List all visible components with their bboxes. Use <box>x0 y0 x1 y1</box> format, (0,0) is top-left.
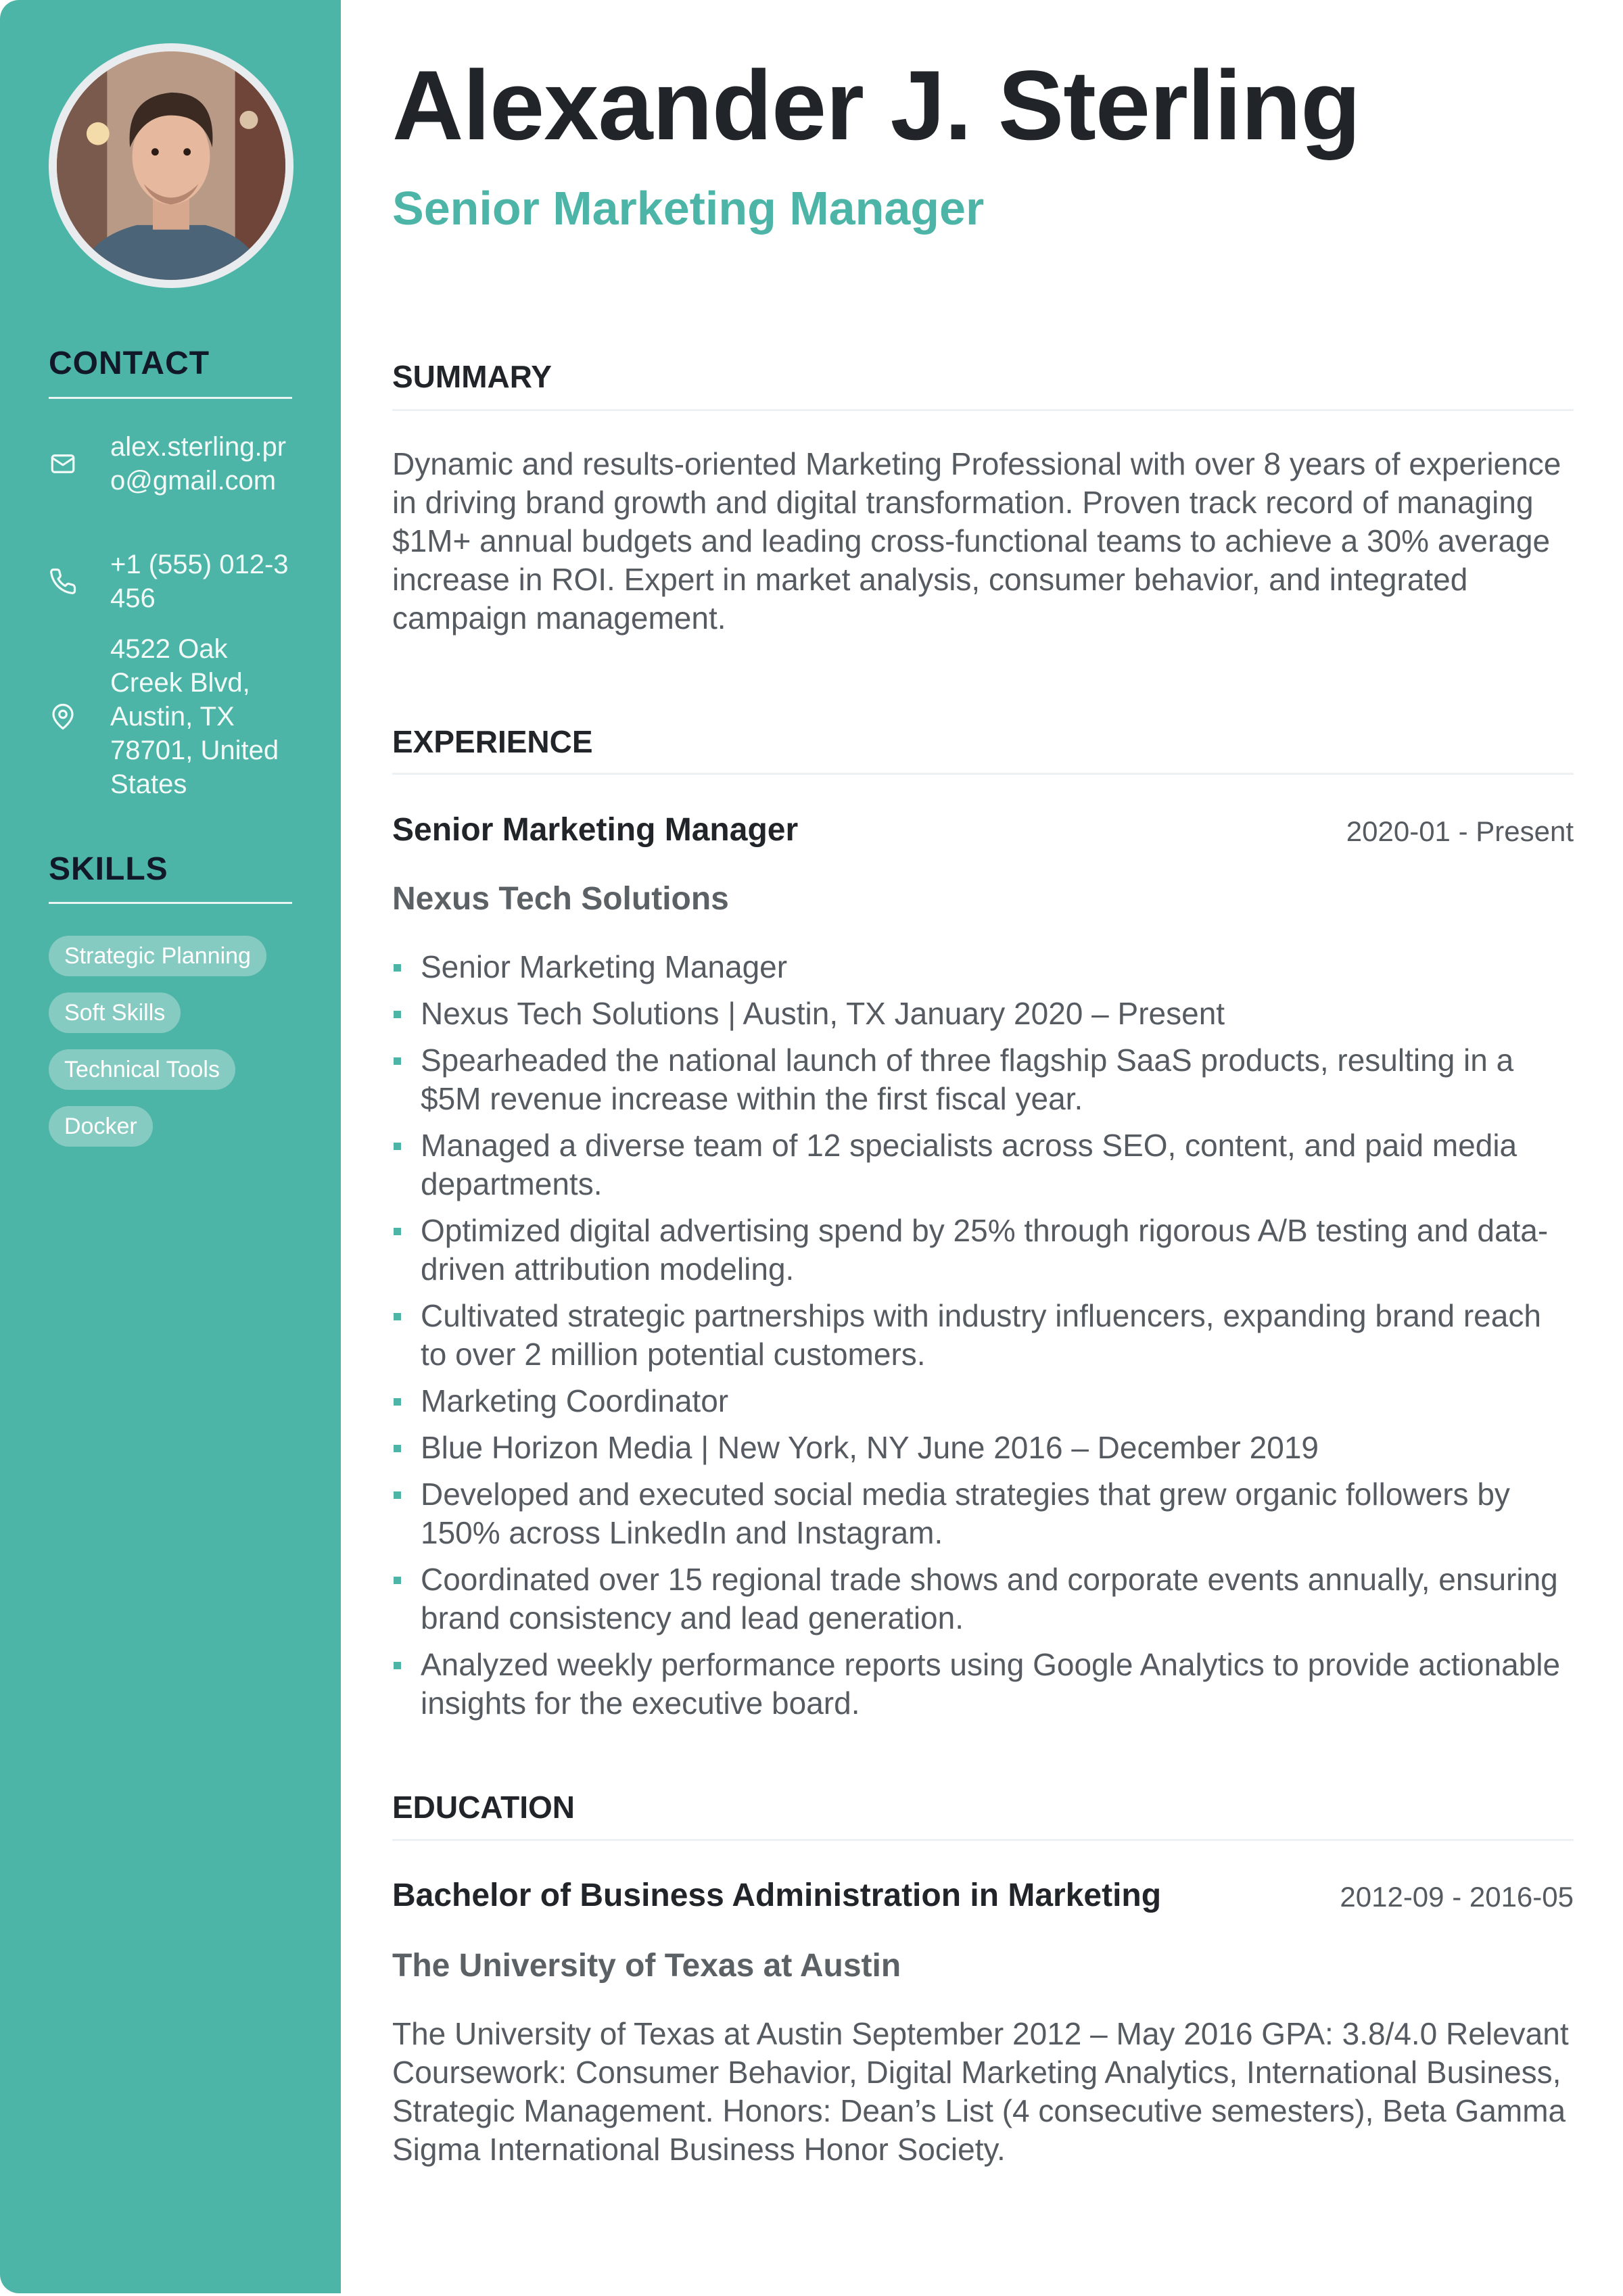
skill-chip: Strategic Planning <box>49 936 266 976</box>
degree-title: Bachelor of Business Administration in Marketing <box>392 1878 1162 1913</box>
summary-heading: SUMMARY <box>392 359 552 394</box>
job-date: 2020-01 - Present <box>1346 815 1574 847</box>
portrait-icon <box>57 51 285 280</box>
contact-heading: CONTACT <box>49 345 210 381</box>
experience-heading: EXPERIENCE <box>392 724 593 759</box>
bullet-item <box>392 1560 1574 1637</box>
skill-chip: Docker <box>49 1106 153 1147</box>
bullet-marker <box>394 1011 401 1018</box>
phone-icon <box>49 567 77 596</box>
bullet-text: Developed and executed social media strategies that grew organic followers by 150% across LinkedIn and Instagram. <box>421 1477 1510 1550</box>
bullet-text: Blue Horizon Media | New York, NY June 2016 – December 2019 <box>421 1430 1319 1465</box>
candidate-title: Senior Marketing Manager <box>392 182 985 235</box>
education-divider <box>392 1839 1574 1841</box>
bullet-marker <box>394 1491 401 1499</box>
bullet-item <box>392 948 1574 986</box>
bullet-text: Nexus Tech Solutions | Austin, TX January 2020 – Present <box>421 996 1225 1031</box>
bullet-text: Managed a diverse team of 12 specialists across SEO, content, and paid media departments. <box>421 1128 1518 1201</box>
address-text: 4522 Oak Creek Blvd, Austin, TX 78701, United States <box>110 634 279 799</box>
location-pin-icon <box>49 702 77 731</box>
education-heading: EDUCATION <box>392 1790 575 1825</box>
bullet-item <box>392 1041 1574 1118</box>
bullet-text: Coordinated over 15 regional trade shows and corporate events annually, ensuring brand consistency and lead generation. <box>421 1562 1558 1635</box>
skills-heading: SKILLS <box>49 851 168 887</box>
experience-divider <box>392 773 1574 775</box>
skills-list <box>49 936 306 1163</box>
phone-text: +1 (555) 012-3456 <box>110 550 289 613</box>
bullet-item <box>392 1429 1574 1467</box>
job-title: Senior Marketing Manager <box>392 812 799 848</box>
bullet-marker <box>394 1228 401 1235</box>
bullet-marker <box>394 1143 401 1150</box>
bullet-item <box>392 1646 1574 1723</box>
email-text: alex.sterling.pro@gmail.com <box>110 432 287 496</box>
bullet-text: Cultivated strategic partnerships with industry influencers, expanding brand reach to over 2 million potential customers. <box>421 1298 1541 1372</box>
bullet-item <box>392 1212 1574 1289</box>
sidebar <box>0 0 341 2293</box>
bullet-marker <box>394 1398 401 1406</box>
job-company: Nexus Tech Solutions <box>392 881 729 917</box>
summary-text: Dynamic and results-oriented Marketing Professional with over 8 years of experience in driving brand growth and digital transformation. Proven track record of managing $1M+ annual budgets and leading cross-functional teams to achieve a 30% average increase in ROI. Expert in market analysis, consumer behavior, and integrated campaign management. <box>392 446 1561 636</box>
bullet-marker <box>394 964 401 972</box>
skill-chip: Soft Skills <box>49 992 181 1033</box>
bullet-item <box>392 1475 1574 1552</box>
skill-chip: Technical Tools <box>49 1049 235 1090</box>
contact-address <box>49 632 299 801</box>
summary-divider <box>392 409 1574 411</box>
bullet-item <box>392 1297 1574 1374</box>
bullet-text: Analyzed weekly performance reports using Google Analytics to provide actionable insights for the executive board. <box>421 1647 1561 1721</box>
job-bullets <box>392 948 1574 1731</box>
bullet-text: Senior Marketing Manager <box>421 949 788 984</box>
bullet-marker <box>394 1313 401 1320</box>
bullet-marker <box>394 1057 401 1065</box>
bullet-text: Spearheaded the national launch of three flagship SaaS products, resulting in a $5M revenue increase within the first fiscal year. <box>421 1043 1514 1116</box>
school-name: The University of Texas at Austin <box>392 1948 901 1984</box>
bullet-text: Optimized digital advertising spend by 25% through rigorous A/B testing and data-driven attribution modeling. <box>421 1213 1549 1287</box>
bullet-marker <box>394 1445 401 1452</box>
contact-phone[interactable] <box>49 548 299 615</box>
education-date: 2012-09 - 2016-05 <box>1340 1881 1574 1913</box>
skills-divider <box>49 902 292 904</box>
bullet-item <box>392 995 1574 1033</box>
candidate-name: Alexander J. Sterling <box>392 50 1361 160</box>
profile-photo-frame <box>49 43 293 288</box>
bullet-text: Marketing Coordinator <box>421 1383 729 1418</box>
bullet-marker <box>394 1662 401 1669</box>
contact-divider <box>49 397 292 399</box>
bullet-item <box>392 1382 1574 1420</box>
profile-photo <box>57 51 285 280</box>
bullet-marker <box>394 1577 401 1584</box>
bullet-item <box>392 1126 1574 1203</box>
contact-email[interactable] <box>49 430 299 498</box>
education-details: The University of Texas at Austin September 2012 – May 2016 GPA: 3.8/4.0 Relevant Coursework: Consumer Behavior, Digital Marketing Analytics, International Business, Strategic Management. Honors: Dean’s List (4 consecutive semesters), Beta Gamma Sigma International Business Honor Society. <box>392 2016 1569 2167</box>
mail-icon <box>49 450 77 478</box>
